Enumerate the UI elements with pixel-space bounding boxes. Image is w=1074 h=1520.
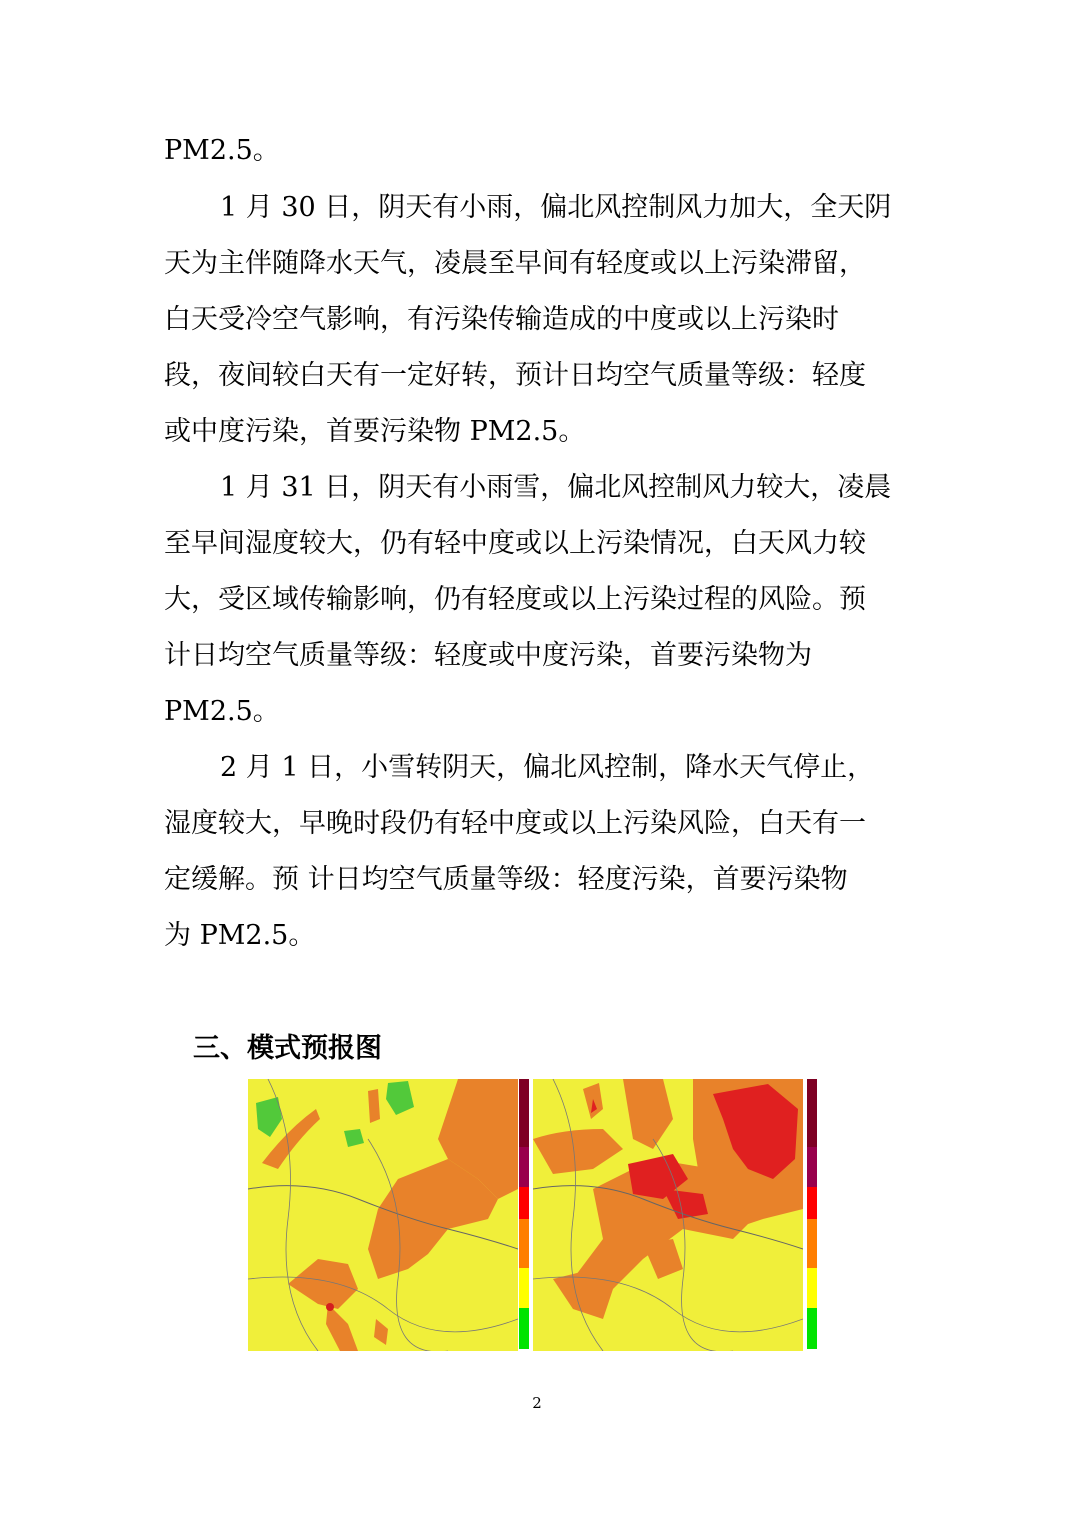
- text-line: 计日均空气质量等级：轻度或中度污染，首要污染物为: [164, 640, 812, 671]
- text-line: 1 月 31 日，阴天有小雨雪，偏北风控制风力较大，凌晨: [220, 472, 892, 503]
- text-line: 湿度较大，早晚时段仍有轻中度或以上污染风险，白天有一: [164, 808, 866, 839]
- text-line: 至早间湿度较大，仍有轻中度或以上污染情况，白天风力较: [164, 528, 866, 559]
- text-line: PM2.5。: [164, 135, 280, 166]
- section-heading: 三、模式预报图: [193, 1033, 382, 1064]
- map-2-image: [533, 1079, 803, 1351]
- page-number: 2: [532, 1394, 542, 1412]
- map-1-image: [248, 1079, 518, 1351]
- map-2-legend: [807, 1079, 817, 1349]
- text-line: 2 月 1 日，小雪转阴天，偏北风控制，降水天气停止，: [220, 752, 875, 783]
- text-line: 为 PM2.5。: [164, 920, 316, 951]
- text-line: 1 月 30 日，阴天有小雨，偏北风控制风力加大，全天阴: [220, 192, 892, 223]
- text-line: 段，夜间较白天有一定好转，预计日均空气质量等级：轻度: [164, 360, 866, 391]
- text-line: 或中度污染，首要污染物 PM2.5。: [164, 416, 586, 447]
- text-line: PM2.5。: [164, 696, 280, 727]
- forecast-map-1: [248, 1079, 533, 1351]
- forecast-map-2: [533, 1079, 818, 1351]
- text-line: 定缓解。预 计日均空气质量等级：轻度污染，首要污染物: [164, 864, 848, 895]
- map-1-legend: [519, 1079, 529, 1349]
- text-line: 大，受区域传输影响，仍有轻度或以上污染过程的风险。预: [164, 584, 866, 615]
- text-line: 白天受冷空气影响，有污染传输造成的中度或以上污染时: [164, 304, 839, 335]
- text-line: 天为主伴随降水天气，凌晨至早间有轻度或以上污染滞留，: [164, 248, 866, 279]
